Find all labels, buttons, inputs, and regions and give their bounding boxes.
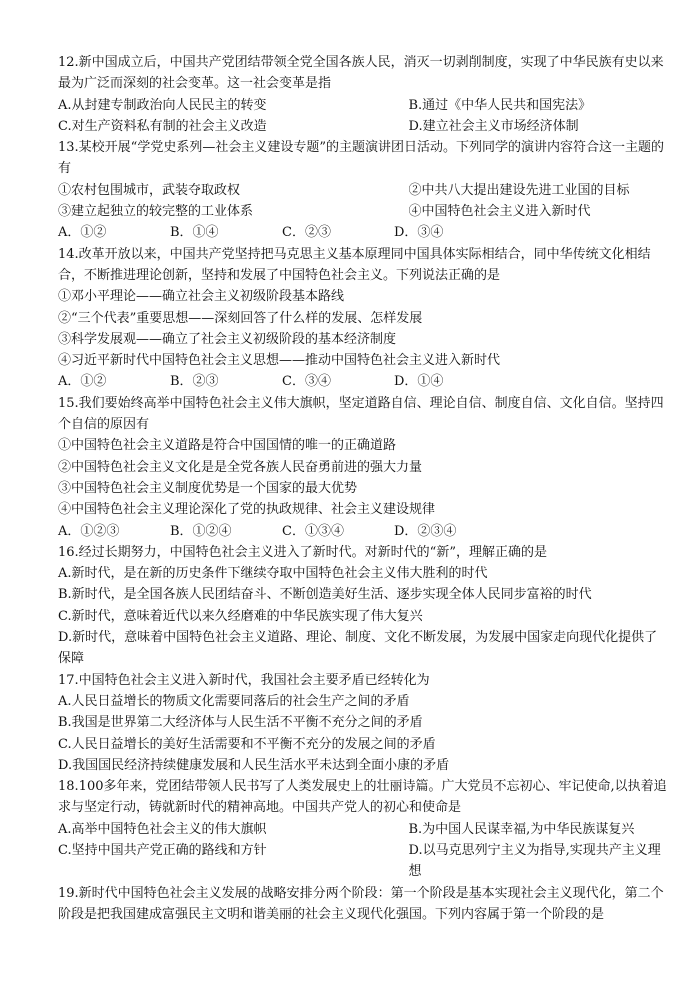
question-stem: 12.新中国成立后，中国共产党团结带领全党全国各族人民，消灭一切剥削制度，实现了中华民族有史以来最为广泛而深刻的社会变革。这一社会变革是指 [58, 55, 664, 92]
option-d: D．②③④ [394, 523, 457, 539]
option-b: B.我国是世界第二大经济体与人民生活不平衡不充分之间的矛盾 [58, 715, 423, 731]
question-stem: 13.某校开展“学党史系列—社会主义建设专题”的主题演讲团日活动。下列同学的演讲内容符合这一主题的有 [58, 140, 664, 177]
item-3: ③中国特色社会主义制度优势是一个国家的最大优势 [58, 480, 358, 496]
option-c: C.坚持中国共产党正确的路线和方针 [58, 842, 267, 858]
option-d: D.建立社会主义市场经济体制 [408, 118, 579, 134]
option-row [58, 840, 667, 883]
option-c: C．①③④ [282, 523, 344, 539]
option-d: D．③④ [394, 225, 444, 241]
question-17 [58, 670, 667, 776]
question-stem: 19.新时代中国特色社会主义发展的战略安排分两个阶段：第一个阶段是基本实现社会主义现代化，第二个阶段是把我国建成富强民主文明和谐美丽的社会主义现代化强国。下列内容属于第一个阶段的是 [58, 885, 664, 922]
option-c: C.新时代，意味着近代以来久经磨难的中华民族实现了伟大复兴 [58, 608, 423, 624]
question-14 [58, 244, 667, 393]
option-d: D.以马克思列宁主义为指导,实现共产主义理想 [408, 842, 661, 880]
option-a: A.从封建专制政治向人民民主的转变 [58, 97, 267, 113]
option-d: D．①④ [394, 374, 444, 390]
item-4: ④中国特色社会主义理论深化了党的执政规律、社会主义建设规律 [58, 502, 436, 518]
option-row [58, 116, 667, 137]
item-2: ②“三个代表”重要思想——深刻回答了什么样的发展、怎样发展 [58, 310, 423, 326]
option-b: B．①②④ [170, 523, 232, 539]
item-3: ③建立起独立的较完整的工业体系 [58, 204, 254, 220]
option-a: A.高举中国特色社会主义的伟大旗帜 [58, 821, 267, 837]
item-1: ①农村包围城市，武装夺取政权 [58, 182, 241, 198]
question-13 [58, 137, 667, 243]
item-1: ①中国特色社会主义道路是符合中国国情的唯一的正确道路 [58, 438, 397, 454]
option-b: B.为中国人民谋幸福,为中华民族谋复兴 [408, 821, 635, 837]
option-c: C.对生产资料私有制的社会主义改造 [58, 118, 267, 134]
question-12 [58, 52, 667, 137]
option-a: A．①②③ [58, 523, 120, 539]
option-c: C．②③ [282, 225, 331, 241]
item-row [58, 180, 667, 201]
option-c: C．③④ [282, 374, 331, 390]
option-row [58, 222, 667, 243]
option-a: A.新时代，是在新的历史条件下继续夺取中国特色社会主义伟大胜利的时代 [58, 566, 488, 582]
question-stem: 14.改革开放以来，中国共产党坚持把马克思主义基本原理同中国具体实际相结合，同中华传统文化相结合，不断推进理论创新，坚持和发展了中国特色社会主义。下列说法正确的是 [58, 246, 651, 283]
question-19 [58, 883, 667, 926]
option-row [58, 521, 667, 542]
option-d: D.我国国民经济持续健康发展和人民生活水平未达到全面小康的矛盾 [58, 757, 450, 773]
option-b: B．②③ [170, 374, 219, 390]
option-a: A．①② [58, 225, 107, 241]
question-18 [58, 776, 667, 882]
item-row [58, 201, 667, 222]
item-4: ④中国特色社会主义进入新时代 [408, 204, 591, 220]
question-15 [58, 393, 667, 542]
item-4: ④习近平新时代中国特色社会主义思想——推动中国特色社会主义进入新时代 [58, 353, 501, 369]
option-b: B．①④ [170, 225, 219, 241]
question-stem: 15.我们要始终高举中国特色社会主义伟大旗帜，坚定道路自信、理论自信、制度自信、文化自信。坚持四个自信的原因有 [58, 395, 664, 433]
option-a: A.人民日益增长的物质文化需要同落后的社会生产之间的矛盾 [58, 693, 410, 709]
option-b: B.通过《中华人民共和国宪法》 [408, 97, 592, 113]
option-row [58, 371, 667, 392]
item-2: ②中共八大提出建设先进工业国的目标 [408, 182, 630, 198]
option-row [58, 819, 667, 840]
option-d: D.新时代，意味着中国特色社会主义道路、理论、制度、文化不断发展，为发展中国家走向现代化提供了保障 [58, 630, 658, 667]
question-stem: 17.中国特色社会主义进入新时代，我国社会主要矛盾已经转化为 [58, 672, 430, 688]
item-3: ③科学发展观——确立了社会主义初级阶段的基本经济制度 [58, 331, 397, 347]
option-b: B.新时代，是全国各族人民团结奋斗、不断创造美好生活、逐步实现全体人民同步富裕的时代 [58, 587, 592, 603]
option-a: A．①② [58, 374, 107, 390]
question-stem: 16.经过长期努力，中国特色社会主义进入了新时代。对新时代的“新”，理解正确的是 [58, 544, 547, 560]
option-row [58, 95, 667, 116]
item-1: ①邓小平理论——确立社会主义初级阶段基本路线 [58, 289, 345, 305]
question-16 [58, 542, 667, 670]
question-stem: 18.100多年来，党团结带领人民书写了人类发展史上的壮丽诗篇。广大党员不忘初心、牢记使命,以执着追求与坚定行动，铸就新时代的精神高地。中国共产党人的初心和使命是 [58, 779, 667, 816]
item-2: ②中国特色社会主义文化是是全党各族人民奋勇前进的强大力量 [58, 459, 423, 475]
option-c: C.人民日益增长的美好生活需要和不平衡不充分的发展之间的矛盾 [58, 736, 436, 752]
